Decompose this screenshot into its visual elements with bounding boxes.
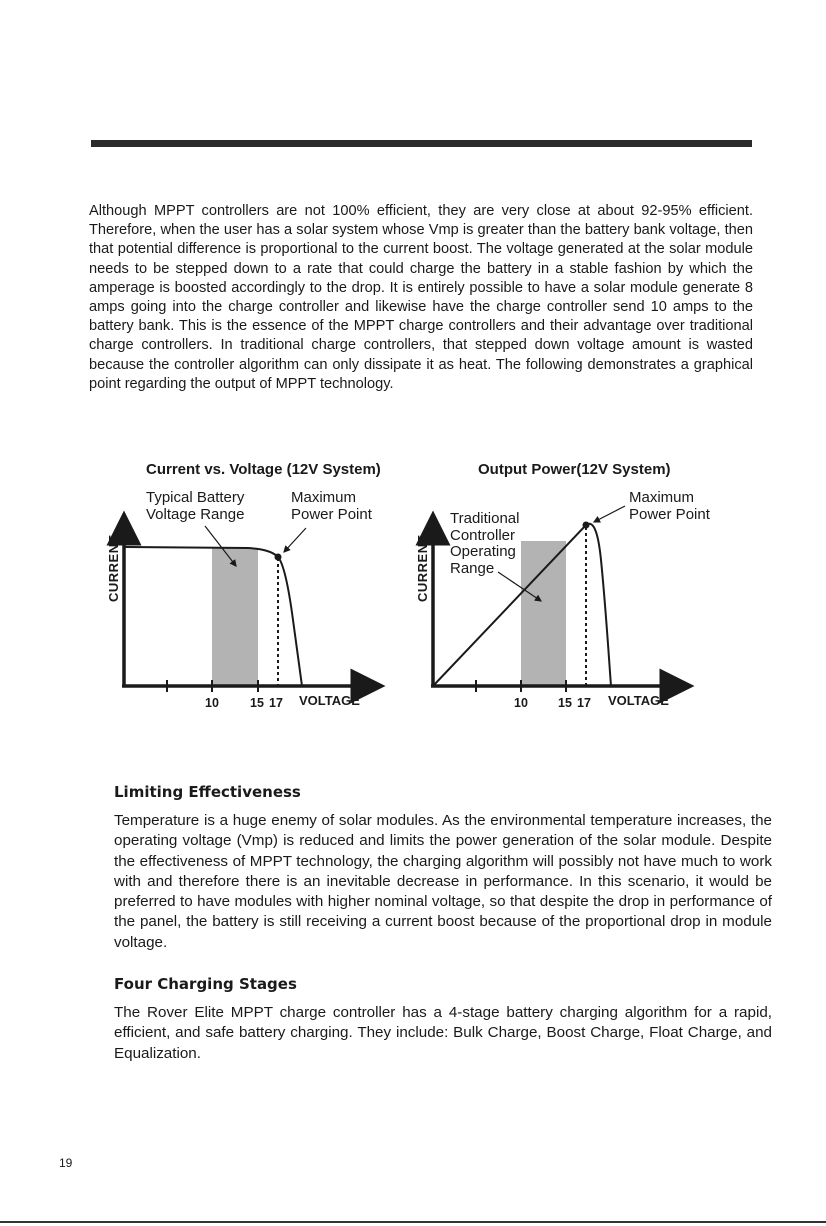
chart-left-shaded-range bbox=[212, 548, 258, 685]
chart-left-leader-mpp bbox=[284, 528, 306, 552]
chart-right-annotation-mpp: Maximum Power Point bbox=[629, 489, 710, 523]
footer-rule bbox=[0, 1221, 826, 1223]
chart-right-x-label: VOLTAGE bbox=[608, 693, 669, 708]
chart-right-annotation-range: Traditional Controller Operating Range bbox=[450, 510, 520, 577]
intro-paragraph: Although MPPT controllers are not 100% efficient, they are very close at about 92-95% efficient. Therefore, when the user has a solar system whose Vmp is greater than the battery bank voltage, then that potential difference is proportional to the current boost. The voltage generated at the solar module needs to be stepped down to a rate that could charge the battery in a stable fashion by which the amperage is boosted accordingly to the drop. It is entirely possible to have a solar module generate 8 amps going into the charge controller and likewise have the charge controller send 10 amps to the battery bank. This is the essence of the MPPT charge controllers and their advantage over traditional charge controllers. In traditional charge controllers, that stepped down voltage amount is wasted because the controller algorithm can only dissipate it as heat. The following demonstrates a graphical point regarding the output of MPPT technology. bbox=[89, 203, 753, 392]
page-number: 19 bbox=[59, 1156, 73, 1170]
chart-left-tick-label: 15 bbox=[250, 696, 264, 710]
section-limiting-effectiveness bbox=[114, 783, 772, 953]
chart-left-y-label: CURRENT bbox=[106, 534, 121, 602]
chart-left-x-label: VOLTAGE bbox=[299, 693, 360, 708]
chart-right-tick-label: 15 bbox=[558, 696, 572, 710]
chart-right-mpp-marker bbox=[583, 522, 590, 529]
section-heading: Limiting Effectiveness bbox=[114, 783, 301, 801]
chart-right-leader-mpp bbox=[594, 506, 625, 522]
chart-right-title: Output Power(12V System) bbox=[478, 461, 671, 478]
section-heading: Four Charging Stages bbox=[114, 975, 297, 993]
section-four-charging-stages bbox=[114, 975, 772, 1064]
chart-left-tick-label: 10 bbox=[205, 696, 219, 710]
chart-right-shaded-range bbox=[521, 541, 566, 685]
chart-left-annotation-mpp: Maximum Power Point bbox=[291, 489, 372, 523]
chart-right-tick-label: 17 bbox=[577, 696, 591, 710]
chart-left-annotation-range: Typical Battery Voltage Range bbox=[146, 489, 245, 523]
section-body: Temperature is a huge enemy of solar modules. As the environmental temperature increases, the operating voltage (Vmp) is reduced and limits the power generation of the solar module. Despite the effectiveness of MPPT technology, the charging algorithm will possibly not have much to work with and therefore there is an inevitable decrease in performance. In this scenario, it would be preferred to have modules with higher nominal voltage, so that despite the drop in performance of the panel, the battery is still receiving a current boost because of the proportional drop in module voltage. bbox=[114, 812, 772, 951]
chart-right-y-label: CURRENT bbox=[415, 534, 430, 602]
chart-left-mpp-marker bbox=[275, 554, 282, 561]
section-body: The Rover Elite MPPT charge controller has a 4-stage battery charging algorithm for a rapid, efficient, and safe battery charging. They include: Bulk Charge, Boost Charge, Float Charge, and Equalization. bbox=[114, 1004, 772, 1062]
chart-left-tick-label: 17 bbox=[269, 696, 283, 710]
chart-right-tick-label: 10 bbox=[514, 696, 528, 710]
chart-left-title: Current vs. Voltage (12V System) bbox=[146, 461, 381, 478]
chart-left bbox=[122, 526, 368, 692]
